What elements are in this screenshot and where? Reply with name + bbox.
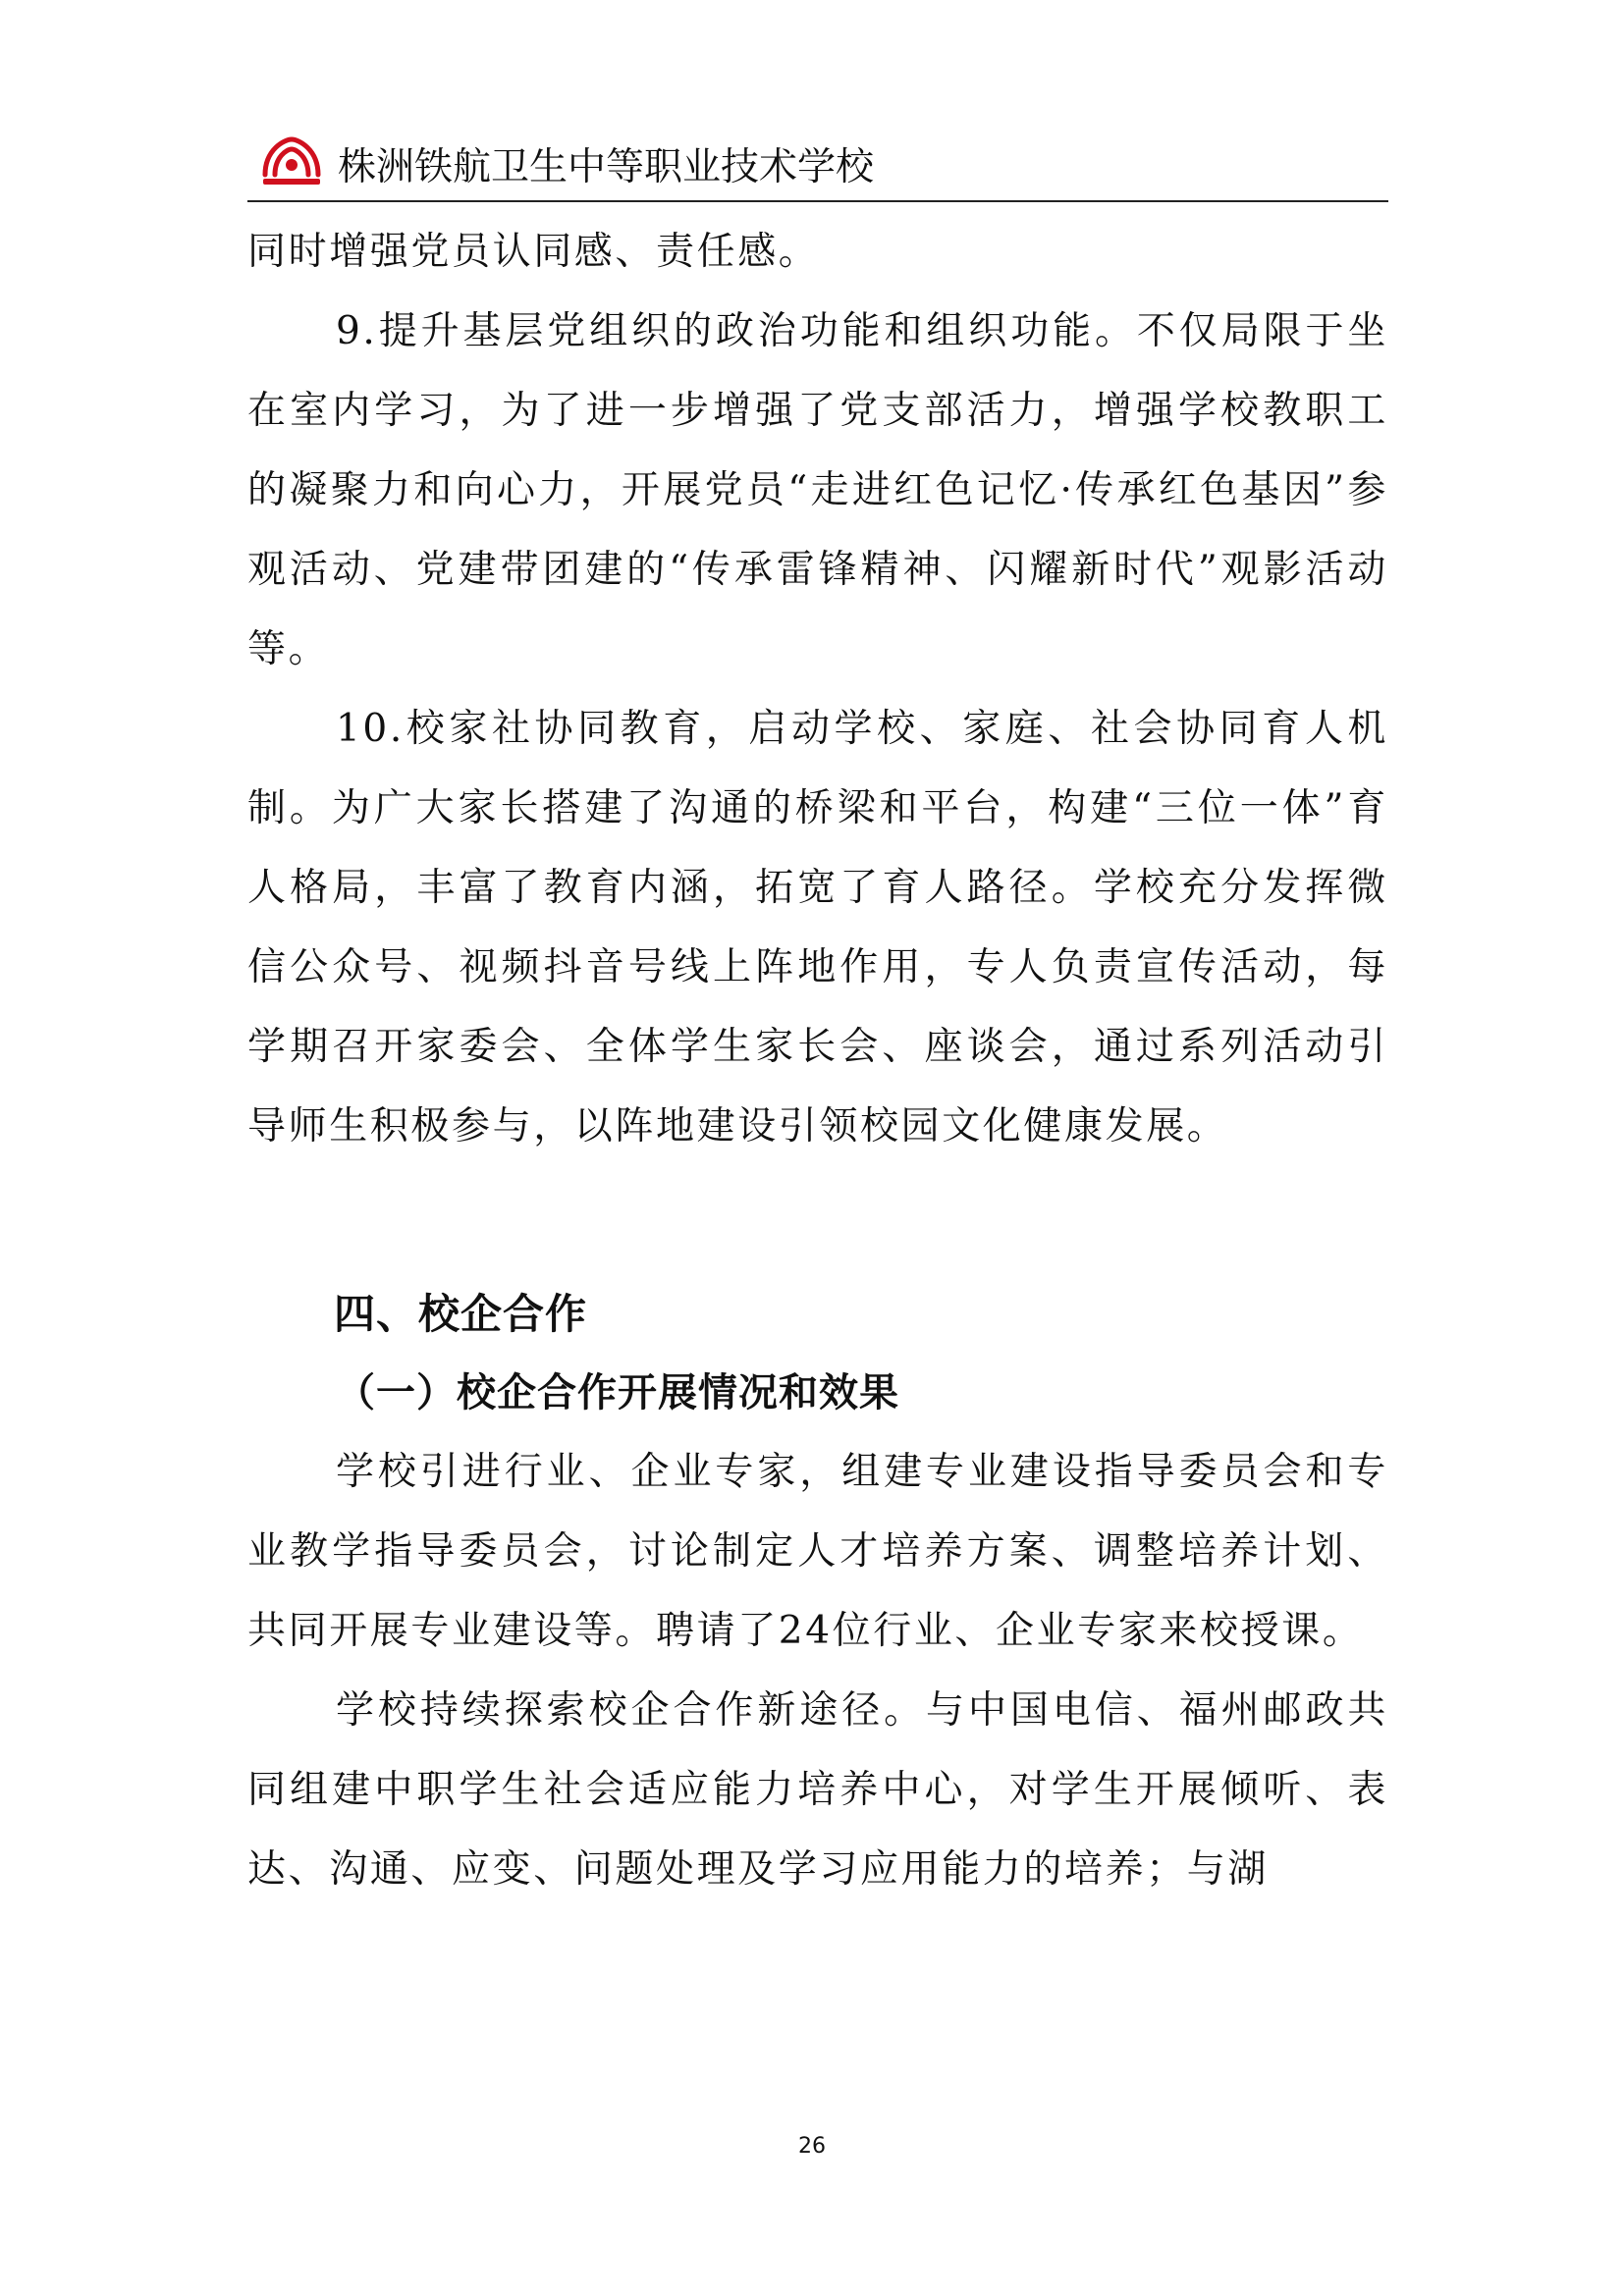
- section-heading: 四、校企合作: [334, 1290, 588, 1338]
- page-number: 26: [798, 2134, 826, 2159]
- subsection-heading: （一）校企合作开展情况和效果: [336, 1370, 899, 1415]
- paragraph-item-9: 9.提升基层党组织的政治功能和组织功能。不仅局限于坐在室内学习，为了进一步增强了党支部活力，增强学校教职工的凝聚力和向心力，开展党员“走进红色记忆·传承红色基因”参观活动、党建带团建的“传承雷锋精神、闪耀新时代”观影活动等。: [247, 309, 1388, 671]
- paragraph-experts: 学校引进行业、企业专家，组建专业建设指导委员会和专业教学指导委员会，讨论制定人才培养方案、调整培养计划、共同开展专业建设等。聘请了24位行业、企业专家来校授课。: [247, 1450, 1388, 1653]
- paragraph-continued: 同时增强党员认同感、责任感。: [247, 230, 820, 274]
- page-header: [247, 122, 1388, 200]
- school-logo-icon: [259, 135, 324, 188]
- school-name: 株洲铁航卫生中等职业技术学校: [338, 145, 875, 189]
- header-divider: [247, 200, 1388, 202]
- paragraph-item-10: 10.校家社协同教育，启动学校、家庭、社会协同育人机制。为广大家长搭建了沟通的桥梁和平台，构建“三位一体”育人格局，丰富了教育内涵，拓宽了育人路径。学校充分发挥微信公众号、视频抖音号线上阵地作用，专人负责宣传活动，每学期召开家委会、全体学生家长会、座谈会，通过系列活动引导师生积极参与，以阵地建设引领校园文化健康发展。: [247, 707, 1388, 1148]
- page-content: [247, 212, 1388, 1909]
- paragraph-partnerships: 学校持续探索校企合作新途径。与中国电信、福州邮政共同组建中职学生社会适应能力培养中心，对学生开展倾听、表达、沟通、应变、问题处理及学习应用能力的培养；与湖: [247, 1688, 1388, 1892]
